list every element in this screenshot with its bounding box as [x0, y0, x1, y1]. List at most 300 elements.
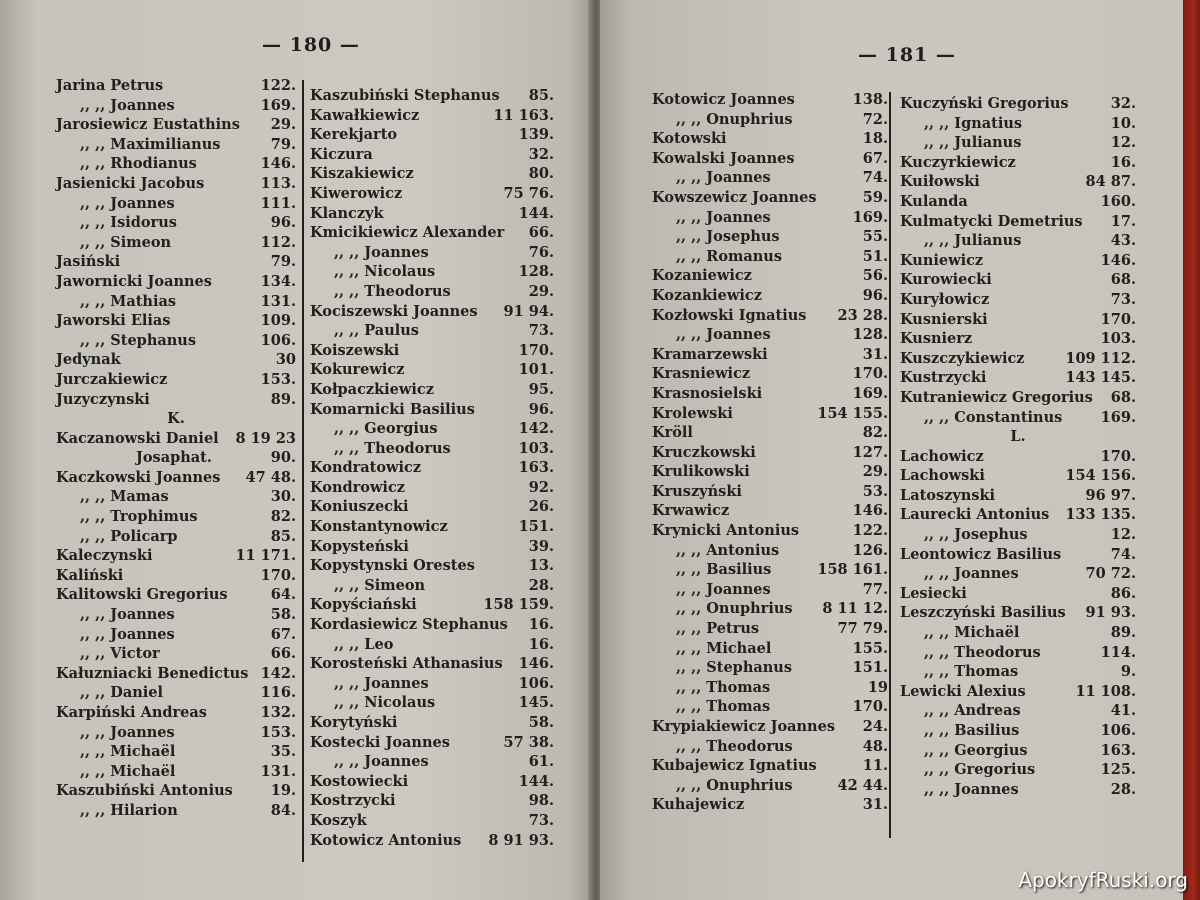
entry-page-ref: 66.	[528, 224, 554, 242]
entry-page-ref: 41.	[1110, 702, 1136, 720]
index-entry	[900, 172, 1136, 192]
index-entry	[652, 580, 888, 600]
entry-page-ref: 77.	[862, 580, 888, 598]
index-entry	[56, 487, 296, 507]
index-entry	[652, 795, 888, 815]
index-entry	[310, 145, 554, 165]
entry-name: ,, ,, Rhodianus	[80, 155, 197, 173]
index-entry	[652, 384, 888, 404]
entry-name: Karpiński Andreas	[56, 704, 207, 721]
index-entry	[652, 678, 888, 698]
index-entry	[56, 723, 296, 743]
entry-name: ,, ,, Georgius	[334, 420, 438, 438]
index-entry	[652, 756, 888, 776]
entry-page-ref: 57 38.	[503, 733, 554, 751]
entry-name: Kostowiecki	[310, 772, 409, 790]
entry-name: Kaliński	[56, 566, 124, 584]
index-entry	[652, 501, 888, 521]
entry-page-ref: 106.	[518, 674, 554, 692]
entry-name: Jawornicki Joannes	[56, 272, 212, 290]
entry-page-ref: 51.	[862, 247, 888, 265]
entry-name: ,, ,, Joannes	[334, 674, 429, 692]
index-entry	[310, 86, 554, 106]
index-entry	[310, 302, 554, 322]
entry-page-ref: 32.	[528, 145, 554, 163]
entry-page-ref: 151.	[852, 659, 888, 677]
index-entry	[900, 545, 1136, 565]
index-entry	[310, 595, 554, 615]
entry-name: Kiczura	[310, 145, 373, 163]
entry-page-ref: 170.	[852, 365, 888, 383]
entry-name: ,, ,, Basilius	[924, 722, 1020, 739]
entry-name: Kaleczynski	[56, 547, 153, 565]
entry-page-ref: 114.	[1100, 643, 1136, 661]
entry-page-ref: 31.	[862, 796, 888, 814]
entry-name: Laurecki Antonius	[900, 506, 1050, 524]
entry-name: Leontowicz Basilius	[900, 545, 1062, 563]
index-entry	[310, 576, 554, 596]
entry-name: ,, ,, Daniel	[80, 684, 164, 702]
entry-name: ,, ,, Onuphrius	[676, 600, 793, 618]
entry-name: L.	[1010, 428, 1026, 446]
entry-page-ref: 66.	[270, 645, 296, 663]
left-page	[0, 0, 592, 900]
entry-page-ref: 153.	[260, 370, 296, 388]
index-entry	[310, 733, 554, 753]
entry-name: ,, ,, Nicolaus	[334, 263, 436, 281]
entry-page-ref: 16.	[528, 616, 554, 634]
entry-name: Kałuzniacki Benedictus	[56, 664, 249, 682]
index-entry	[56, 527, 296, 547]
index-entry	[652, 658, 888, 678]
index-entry	[310, 478, 554, 498]
index-entry	[310, 184, 554, 204]
index-entry	[900, 721, 1136, 741]
entry-name: ,, ,, Michael	[676, 639, 772, 657]
index-entry	[56, 585, 296, 605]
entry-page-ref: 154 156.	[1065, 467, 1136, 485]
index-column-2	[310, 86, 554, 850]
entry-name: ,, ,, Julianus	[924, 134, 1022, 152]
entry-page-ref: 74.	[862, 169, 888, 187]
index-entry	[310, 321, 554, 341]
entry-page-ref: 12.	[1110, 526, 1136, 544]
entry-name: Kordasiewicz Stephanus	[310, 616, 508, 634]
entry-name: Koiszewski	[310, 341, 400, 359]
entry-page-ref: 68.	[1110, 388, 1136, 406]
entry-name: Kaszubiński Stephanus	[310, 87, 500, 104]
entry-page-ref: 127.	[852, 443, 888, 461]
entry-page-ref: 170.	[260, 566, 296, 584]
entry-name: Kulanda	[900, 192, 968, 210]
entry-page-ref: 125.	[1100, 761, 1136, 779]
entry-page-ref: 74.	[1110, 545, 1136, 563]
entry-page-ref: 98.	[528, 792, 554, 810]
index-entry	[900, 212, 1136, 232]
index-entry	[900, 682, 1136, 702]
entry-page-ref: 142.	[518, 420, 554, 438]
index-entry	[310, 106, 554, 126]
entry-name: ,, ,, Michaël	[80, 762, 176, 780]
entry-name: ,, ,, Julianus	[924, 232, 1022, 250]
entry-page-ref: 67.	[862, 149, 888, 167]
entry-name: Josaphat.	[136, 449, 212, 467]
entry-page-ref: 79.	[270, 135, 296, 153]
entry-page-ref: 126.	[852, 541, 888, 559]
entry-page-ref: 90.	[270, 449, 296, 467]
index-entry	[900, 780, 1136, 800]
index-entry	[56, 566, 296, 586]
entry-name: ,, ,, Simeon	[80, 233, 172, 251]
index-entry	[56, 742, 296, 762]
entry-name: ,, ,, Thomas	[924, 663, 1019, 681]
index-column-4	[900, 94, 1136, 799]
entry-name: Kotowski	[652, 130, 727, 148]
index-entry	[900, 251, 1136, 271]
index-entry	[652, 541, 888, 561]
column-divider-right	[889, 92, 891, 838]
entry-page-ref: 29.	[862, 463, 888, 481]
entry-name: Kotowicz Antonius	[310, 831, 462, 849]
entry-page-ref: 116.	[260, 684, 296, 702]
entry-page-ref: 109.	[260, 312, 296, 330]
entry-page-ref: 132.	[260, 704, 296, 721]
entry-page-ref: 23 28.	[837, 306, 888, 324]
entry-name: ,, ,, Georgius	[924, 741, 1028, 759]
entry-page-ref: 32.	[1110, 95, 1136, 112]
index-entry	[900, 192, 1136, 212]
index-entry	[310, 223, 554, 243]
index-entry	[56, 233, 296, 253]
index-entry	[310, 164, 554, 184]
entry-page-ref: 89.	[1110, 624, 1136, 642]
index-entry	[56, 115, 296, 135]
entry-name: ,, ,, Romanus	[676, 247, 782, 265]
index-entry	[310, 811, 554, 831]
entry-name: Kaczkowski Joannes	[56, 468, 221, 486]
entry-name: Koniuszecki	[310, 498, 409, 516]
entry-name: Kuiłowski	[900, 173, 980, 191]
entry-name: ,, ,, Michaël	[924, 624, 1020, 642]
page-number-right: — 181 —	[858, 44, 956, 66]
entry-page-ref: 61.	[528, 753, 554, 771]
index-entry	[900, 603, 1136, 623]
index-entry	[900, 329, 1136, 349]
index-entry	[652, 345, 888, 365]
entry-page-ref: 109 112.	[1065, 349, 1136, 367]
entry-page-ref: 96 97.	[1085, 486, 1136, 504]
entry-name: ,, ,, Mamas	[80, 488, 169, 506]
index-entry	[56, 213, 296, 233]
entry-page-ref: 96.	[528, 400, 554, 418]
entry-page-ref: 72.	[862, 110, 888, 128]
index-entry	[900, 564, 1136, 584]
entry-name: Jasiński	[56, 253, 121, 271]
letter-heading	[56, 409, 296, 429]
entry-name: Kozłowski Ignatius	[652, 306, 807, 324]
entry-page-ref: 9.	[1120, 663, 1136, 681]
entry-name: Kulmatycki Demetrius	[900, 212, 1083, 230]
index-entry	[900, 623, 1136, 643]
entry-page-ref: 16.	[528, 635, 554, 653]
entry-name: Krasniewicz	[652, 365, 751, 383]
entry-page-ref: 11.	[862, 757, 888, 775]
entry-name: ,, ,, Onuphrius	[676, 110, 793, 128]
entry-page-ref: 169.	[852, 384, 888, 402]
entry-name: ,, ,, Constantinus	[924, 408, 1063, 426]
entry-page-ref: 17.	[1110, 212, 1136, 230]
entry-name: Kutraniewicz Gregorius	[900, 388, 1093, 406]
index-entry	[310, 517, 554, 537]
entry-name: Kondratowicz	[310, 459, 422, 477]
entry-page-ref: 73.	[1110, 290, 1136, 308]
entry-page-ref: 134.	[260, 272, 296, 290]
index-entry	[56, 683, 296, 703]
entry-page-ref: 122.	[260, 77, 296, 94]
index-entry	[310, 791, 554, 811]
index-entry	[56, 390, 296, 410]
entry-page-ref: 11 163.	[493, 106, 554, 124]
entry-name: Kuczyrkiewicz	[900, 153, 1016, 171]
entry-page-ref: 169.	[260, 96, 296, 114]
index-entry	[310, 125, 554, 145]
entry-name: Kostrzycki	[310, 792, 396, 810]
index-entry	[900, 114, 1136, 134]
site-watermark: ApokryfRuski.org	[1018, 868, 1188, 892]
entry-page-ref: 24.	[862, 718, 888, 735]
entry-page-ref: 58.	[270, 606, 296, 624]
index-entry	[652, 325, 888, 345]
entry-name: Kusnierz	[900, 330, 973, 348]
entry-name: Krolewski	[652, 404, 733, 422]
index-entry	[56, 350, 296, 370]
entry-page-ref: 103.	[1100, 330, 1136, 348]
entry-page-ref: 73.	[528, 811, 554, 829]
entry-name: Kruszyński	[652, 482, 742, 500]
entry-page-ref: 158 161.	[817, 561, 888, 579]
index-entry	[900, 388, 1136, 408]
column-divider-left	[302, 80, 304, 862]
index-entry	[56, 468, 296, 488]
entry-page-ref: 11 171.	[235, 547, 296, 565]
index-entry	[56, 664, 296, 684]
entry-page-ref: 170.	[852, 698, 888, 716]
index-entry	[310, 497, 554, 517]
entry-page-ref: 8 91 93.	[488, 831, 554, 849]
entry-name: ,, ,, Theodorus	[676, 737, 793, 755]
entry-page-ref: 75 76.	[503, 184, 554, 202]
index-entry	[56, 311, 296, 331]
entry-page-ref: 39.	[528, 537, 554, 555]
index-entry	[56, 370, 296, 390]
index-entry	[310, 419, 554, 439]
entry-name: ,, ,, Isidorus	[80, 214, 177, 232]
entry-page-ref: 29.	[528, 282, 554, 300]
entry-name: Komarnicki Basilius	[310, 400, 475, 418]
index-entry	[652, 737, 888, 757]
entry-page-ref: 73.	[528, 322, 554, 340]
index-entry	[652, 443, 888, 463]
entry-name: Kerekjarto	[310, 126, 398, 144]
entry-name: Latoszynski	[900, 486, 996, 504]
index-entry	[652, 364, 888, 384]
index-entry	[56, 174, 296, 194]
entry-name: Kondrowicz	[310, 478, 406, 496]
entry-page-ref: 170.	[1100, 447, 1136, 465]
index-entry	[900, 231, 1136, 251]
letter-heading	[900, 427, 1136, 447]
entry-page-ref: 91 93.	[1085, 604, 1136, 622]
entry-page-ref: 169.	[852, 208, 888, 226]
entry-page-ref: 128.	[518, 263, 554, 281]
index-entry	[56, 76, 296, 96]
index-entry	[310, 674, 554, 694]
index-entry	[652, 423, 888, 443]
entry-page-ref: 146.	[852, 502, 888, 520]
index-entry	[652, 482, 888, 502]
entry-name: ,, ,, Stephanus	[80, 331, 197, 349]
index-entry	[900, 662, 1136, 682]
index-entry	[310, 262, 554, 282]
index-entry	[652, 619, 888, 639]
index-entry	[652, 697, 888, 717]
entry-page-ref: 154 155.	[817, 404, 888, 422]
entry-page-ref: 86.	[1110, 584, 1136, 602]
entry-page-ref: 131.	[260, 292, 296, 310]
entry-name: ,, ,, Antonius	[676, 541, 780, 559]
entry-page-ref: 143 145.	[1065, 369, 1136, 387]
entry-name: Kurowiecki	[900, 271, 992, 289]
index-entry	[652, 286, 888, 306]
entry-page-ref: 142.	[260, 664, 296, 682]
entry-name: Kopysteński	[310, 537, 409, 555]
entry-page-ref: 79.	[270, 253, 296, 271]
entry-page-ref: 30	[275, 351, 296, 369]
entry-page-ref: 13.	[528, 557, 554, 575]
entry-name: Kuczyński Gregorius	[900, 95, 1069, 112]
entry-page-ref: 146.	[260, 155, 296, 173]
index-entry	[310, 282, 554, 302]
index-entry	[900, 153, 1136, 173]
entry-name: Kruczkowski	[652, 443, 756, 461]
index-entry	[310, 713, 554, 733]
entry-name: Kotowicz Joannes	[652, 91, 795, 108]
entry-page-ref: 158 159.	[483, 596, 554, 614]
index-entry	[310, 752, 554, 772]
entry-name: ,, ,, Onuphrius	[676, 776, 793, 794]
entry-page-ref: 35.	[270, 743, 296, 761]
entry-page-ref: 12.	[1110, 134, 1136, 152]
entry-page-ref: 96.	[270, 214, 296, 232]
index-entry	[652, 717, 888, 737]
index-entry	[310, 380, 554, 400]
entry-name: ,, ,, Thomas	[676, 678, 771, 696]
entry-name: Konstantynowicz	[310, 518, 448, 536]
entry-page-ref: 122.	[852, 522, 888, 540]
entry-name: ,, ,, Basilius	[676, 561, 772, 579]
entry-name: Kociszewski Joannes	[310, 302, 478, 320]
entry-page-ref: 76.	[528, 243, 554, 261]
entry-name: ,, ,, Trophimus	[80, 508, 198, 526]
index-entry	[652, 90, 888, 110]
entry-page-ref: 111.	[260, 194, 296, 212]
entry-page-ref: 112.	[260, 233, 296, 251]
entry-name: ,, ,, Josephus	[676, 228, 780, 246]
index-entry	[652, 639, 888, 659]
entry-page-ref: 68.	[1110, 271, 1136, 289]
entry-page-ref: 80.	[528, 165, 554, 183]
entry-name: Kaczanowski Daniel	[56, 429, 219, 447]
entry-page-ref: 8 11 12.	[822, 600, 888, 618]
entry-page-ref: 138.	[852, 91, 888, 108]
entry-page-ref: 19.	[270, 782, 296, 800]
entry-name: Kozaniewicz	[652, 267, 752, 285]
entry-name: Kopyściański	[310, 596, 417, 614]
entry-page-ref: 151.	[518, 518, 554, 536]
entry-page-ref: 131.	[260, 762, 296, 780]
entry-page-ref: 64.	[270, 586, 296, 604]
entry-name: Jarina Petrus	[56, 77, 164, 94]
entry-page-ref: 163.	[518, 459, 554, 477]
entry-page-ref: 103.	[518, 439, 554, 457]
index-entry	[900, 741, 1136, 761]
index-entry	[652, 306, 888, 326]
entry-name: ,, ,, Maximilianus	[80, 135, 221, 153]
entry-page-ref: 82.	[862, 424, 888, 442]
entry-page-ref: 42 44.	[837, 776, 888, 794]
entry-name: ,, ,, Joannes	[676, 326, 771, 344]
entry-name: Kmicikiewicz Alexander	[310, 224, 505, 242]
entry-name: Kalitowski Gregorius	[56, 586, 228, 604]
right-page	[600, 0, 1185, 900]
entry-page-ref: 85.	[528, 87, 554, 104]
entry-name: Lachowski	[900, 467, 985, 485]
entry-name: Kaszubiński Antonius	[56, 782, 233, 800]
index-entry	[56, 546, 296, 566]
entry-page-ref: 133 135.	[1065, 506, 1136, 524]
entry-name: ,, ,, Joannes	[80, 606, 175, 624]
entry-page-ref: 30.	[270, 488, 296, 506]
entry-name: Kuniewicz	[900, 251, 984, 269]
entry-name: ,, ,, Joannes	[676, 169, 771, 187]
entry-name: ,, ,, Simeon	[334, 576, 426, 594]
index-entry	[56, 429, 296, 449]
index-entry	[652, 227, 888, 247]
index-entry	[310, 635, 554, 655]
entry-page-ref: 31.	[862, 345, 888, 363]
index-entry	[56, 154, 296, 174]
index-entry	[900, 505, 1136, 525]
index-entry	[900, 133, 1136, 153]
index-entry	[310, 772, 554, 792]
index-entry	[56, 194, 296, 214]
entry-name: Kuryłowicz	[900, 290, 990, 308]
entry-name: ,, ,, Joannes	[80, 723, 175, 741]
index-entry	[56, 703, 296, 723]
entry-name: ,, ,, Mathias	[80, 292, 177, 310]
entry-name: Kröll	[652, 424, 693, 442]
index-entry	[310, 243, 554, 263]
entry-name: ,, ,, Leo	[334, 635, 394, 653]
entry-name: Korosteński Athanasius	[310, 655, 503, 673]
index-entry	[900, 290, 1136, 310]
entry-page-ref: 84 87.	[1085, 173, 1136, 191]
index-entry	[310, 360, 554, 380]
entry-name: Kołpaczkiewicz	[310, 380, 434, 398]
entry-name: Kawałkiewicz	[310, 106, 420, 124]
index-entry	[900, 408, 1136, 428]
index-column-1	[56, 76, 296, 821]
